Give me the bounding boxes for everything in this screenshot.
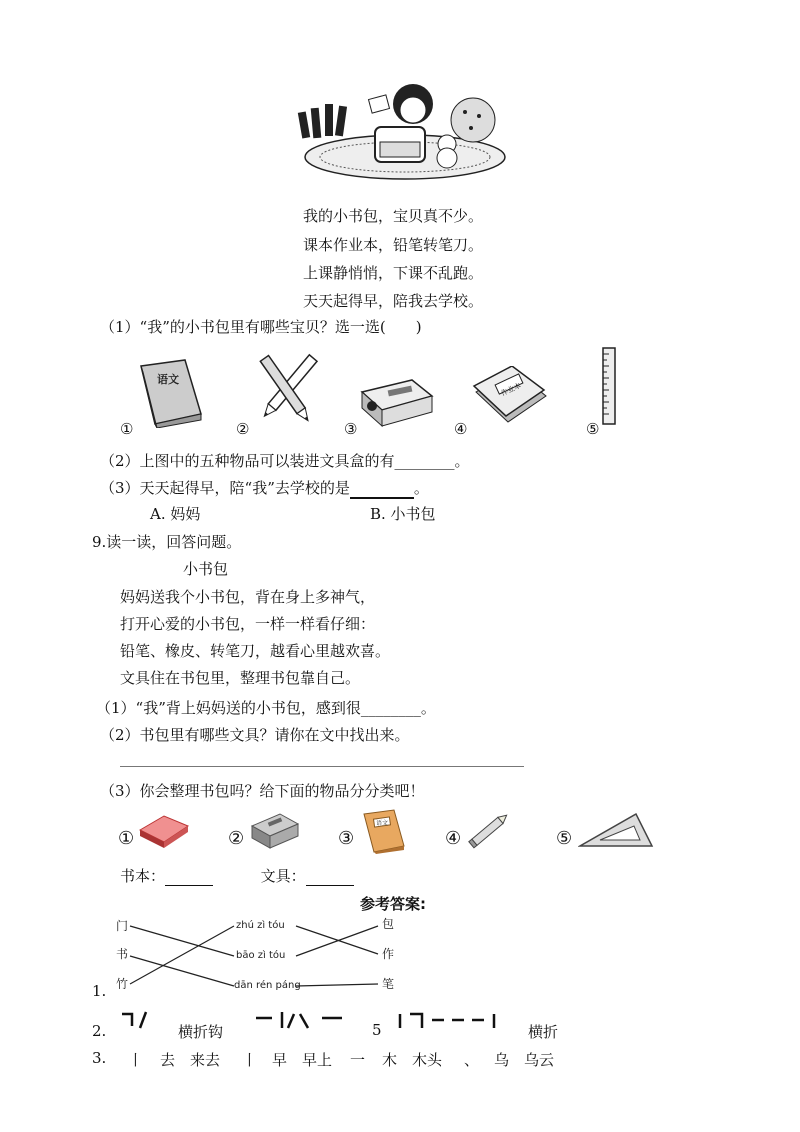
question-8-3-text: （3）天天起得早，陪“我”去学校的是 [100, 479, 350, 497]
answer-2-number: 2. [92, 1022, 107, 1040]
book-label: 语文 [376, 820, 389, 827]
eraser-icon [138, 812, 190, 850]
item-number: ③ [338, 828, 355, 849]
answer-3-cell: 来去 [190, 1051, 221, 1069]
poem-line: 课本作业本，铅笔转笔刀。 [303, 236, 484, 254]
book-label: 语文 [157, 373, 179, 386]
books-label: 书本： [120, 867, 166, 885]
match-pinyin: zhú zì tóu [236, 920, 285, 931]
workbook-icon [470, 366, 550, 428]
item-number: ② [228, 828, 245, 849]
answer-2-text: 横折钩 [178, 1023, 224, 1041]
match-pinyin: dān rén páng [234, 980, 301, 991]
answer-3-cell: 去 [160, 1051, 176, 1069]
match-right: 笔 [382, 977, 395, 991]
poem-line: 上课静悄悄，下课不乱跑。 [303, 264, 484, 282]
item-number: ① [118, 828, 135, 849]
answer-3-cell: 乌云 [524, 1051, 555, 1069]
stroke-glyphs [396, 1010, 502, 1032]
option-a: A. 妈妈 [150, 505, 201, 523]
tools-label: 文具： [260, 867, 306, 885]
stroke-glyphs [254, 1010, 350, 1032]
match-pinyin: bāo zì tóu [236, 950, 286, 961]
poem-line: 铅笔、橡皮、转笔刀，越看心里越欢喜。 [120, 642, 391, 660]
answer-3-cell: 丨 [242, 1051, 258, 1069]
pencils-icon [252, 350, 327, 430]
poem-line: 妈妈送我个小书包，背在身上多神气， [120, 588, 376, 606]
match-right: 包 [382, 917, 395, 931]
match-right: 作 [382, 947, 395, 961]
pencil-icon [466, 810, 512, 850]
matching-answer-figure [114, 914, 404, 996]
answers-title: 参考答案: [360, 895, 426, 913]
question-8-2: （2）上图中的五种物品可以装进文具盒的有________。 [100, 452, 470, 470]
question-8-1: （1）“我”的小书包里有哪些宝贝？选一选( ) [100, 318, 422, 336]
answer-3-number: 3. [92, 1049, 107, 1067]
answer-3-cell: 早上 [302, 1051, 333, 1069]
item-number: ③ [344, 420, 358, 438]
question-8-3 [100, 477, 429, 499]
answer-3-cell: 早 [272, 1051, 288, 1069]
books-answer-blank[interactable] [165, 867, 213, 886]
tools-answer-blank[interactable] [306, 867, 354, 886]
chinese-book-icon [360, 808, 408, 854]
poem-line: 打开心爱的小书包，一样一样看仔细： [120, 615, 376, 633]
classification-row [120, 865, 354, 886]
item-number: ④ [454, 420, 468, 438]
question-8-3-suffix: 。 [413, 479, 429, 497]
sharpener-icon [250, 812, 300, 850]
item-number: ① [120, 420, 134, 438]
answer-blank[interactable] [350, 479, 414, 499]
item-number: ⑤ [556, 828, 573, 849]
girl-schoolbag-illustration [295, 82, 510, 182]
answer-3-cell: 、 [464, 1051, 480, 1069]
poem-line: 文具住在书包里，整理书包靠自己。 [120, 669, 361, 687]
poem-title: 小书包 [183, 560, 229, 578]
poem-line: 我的小书包，宝贝真不少。 [303, 207, 484, 225]
item-number: ⑤ [586, 420, 600, 438]
option-b: B. 小书包 [370, 505, 436, 523]
answer-2-count: 5 [372, 1021, 382, 1039]
set-square-icon [578, 810, 654, 850]
question-9-heading: 9.读一读，回答问题。 [92, 533, 242, 551]
pencil-sharpener-icon [358, 374, 436, 428]
chinese-book-icon [133, 358, 208, 428]
workbook-label: 作业本 [499, 381, 523, 398]
answer-3-cell: 木头 [412, 1051, 443, 1069]
match-left: 竹 [116, 977, 129, 991]
question-9-2: （2）书包里有哪些文具？请你在文中找出来。 [100, 726, 410, 744]
match-left: 门 [116, 919, 129, 933]
item-number: ④ [445, 828, 462, 849]
answer-3-cell: 木 [382, 1051, 398, 1069]
answer-line[interactable] [120, 766, 524, 767]
question-9-3: （3）你会整理书包吗？给下面的物品分分类吧！ [100, 782, 425, 800]
answer-3-cell: 乌 [494, 1051, 510, 1069]
question-9-1: （1）“我”背上妈妈送的小书包，感到很________。 [96, 699, 436, 717]
answer-3-cell: 一 [350, 1051, 366, 1069]
answer-3-cell: 丨 [128, 1051, 144, 1069]
answer-2-text: 横折 [528, 1023, 559, 1041]
answer-1-number: 1. [92, 982, 107, 1000]
stroke-glyphs [118, 1010, 160, 1032]
item-number: ② [236, 420, 250, 438]
match-left: 书 [116, 947, 129, 961]
poem-line: 天天起得早，陪我去学校。 [303, 292, 484, 310]
ruler-icon [598, 346, 620, 426]
